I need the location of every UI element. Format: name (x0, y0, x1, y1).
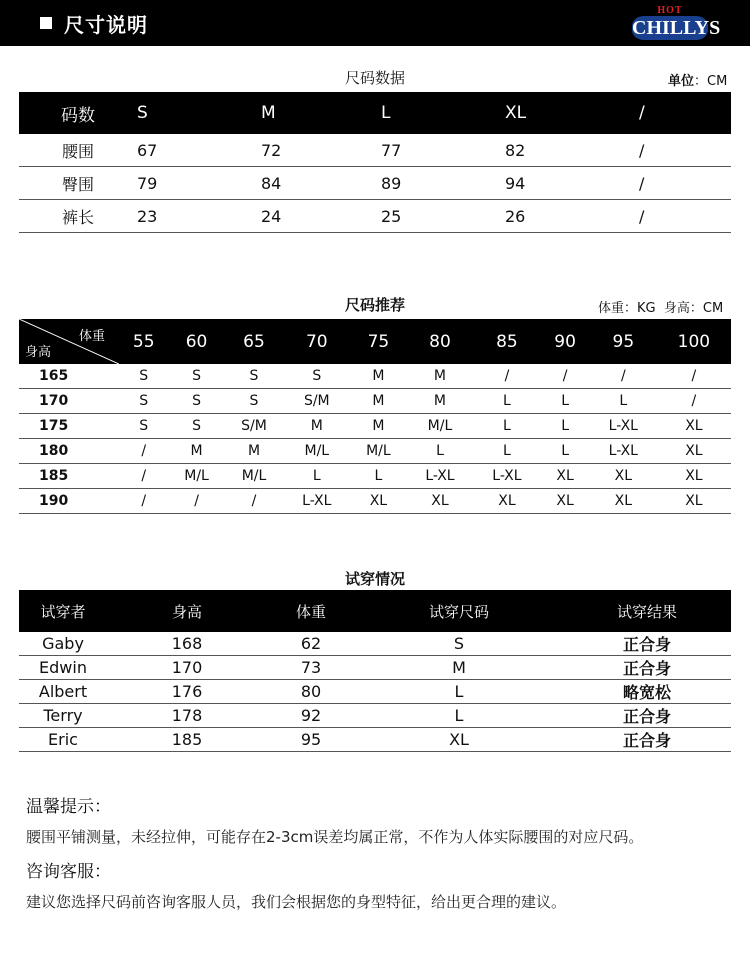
table-row (19, 632, 731, 656)
size-cell: XL (473, 489, 540, 514)
size-cell: M (350, 364, 406, 389)
table-header-row (19, 92, 731, 134)
square-bullet-icon (40, 17, 52, 29)
size-cell: M (407, 389, 474, 414)
size-cell: / (168, 489, 224, 514)
size-data-table (19, 92, 731, 233)
table-row (19, 167, 731, 200)
table-cell: 176 (107, 680, 267, 704)
size-cell: S (225, 389, 284, 414)
size-cell: / (119, 439, 168, 464)
size-cell: XL (657, 489, 731, 514)
corner-weight-label: 体重 (78, 329, 105, 344)
size-cell: L-XL (590, 414, 657, 439)
size-cell: / (119, 464, 168, 489)
header-cell: S (137, 92, 261, 134)
height-cell: 170 (19, 389, 119, 414)
height-cell: 175 (19, 414, 119, 439)
table-row (19, 704, 731, 728)
size-cell: S (168, 414, 224, 439)
tryon-table (19, 590, 731, 752)
size-cell: L (407, 439, 474, 464)
size-cell: L (540, 414, 589, 439)
size-cell: / (657, 389, 731, 414)
size-cell: S (119, 364, 168, 389)
weight-header-cell: 55 (119, 319, 168, 364)
size-cell: M (283, 414, 350, 439)
corner-cell (19, 319, 119, 364)
table-cell: 82 (505, 134, 639, 167)
weight-header-cell: 100 (657, 319, 731, 364)
service-heading: 咨询客服： (26, 862, 111, 882)
size-cell: M (350, 389, 406, 414)
tryon-title: 试穿情况 (344, 570, 405, 588)
size-cell: L (540, 439, 589, 464)
size-recommend-table (19, 319, 731, 514)
table-row (19, 656, 731, 680)
table-cell: / (639, 167, 731, 200)
table-row (19, 364, 731, 389)
size-cell: M/L (350, 439, 406, 464)
size-cell: S (225, 364, 284, 389)
table-cell: 185 (107, 728, 267, 752)
table-cell: 92 (267, 704, 355, 728)
table-cell: 25 (381, 200, 505, 233)
table-cell: 79 (137, 167, 261, 200)
size-cell: L (540, 389, 589, 414)
size-cell: S (168, 389, 224, 414)
table-cell: 94 (505, 167, 639, 200)
row-label: 臀围 (19, 167, 137, 200)
size-cell: L-XL (473, 464, 540, 489)
size-cell: M (168, 439, 224, 464)
size-cell: XL (657, 414, 731, 439)
size-cell: L-XL (407, 464, 474, 489)
table-cell: Albert (19, 680, 107, 704)
table-cell: / (639, 200, 731, 233)
fit-result-cell: 略宽松 (563, 680, 731, 704)
size-cell: S (119, 414, 168, 439)
height-cell: 180 (19, 439, 119, 464)
recommend-unit: 体重：KG 身高：CM (598, 301, 724, 316)
header-cell: / (639, 92, 731, 134)
table-cell: XL (355, 728, 563, 752)
size-data-unit: 单位：CM (668, 74, 728, 89)
size-cell: / (225, 489, 284, 514)
weight-header-cell: 85 (473, 319, 540, 364)
size-cell: XL (407, 489, 474, 514)
size-cell: XL (657, 439, 731, 464)
table-row (19, 134, 731, 167)
weight-header-cell: 90 (540, 319, 589, 364)
size-cell: L (473, 389, 540, 414)
table-row (19, 464, 731, 489)
size-cell: L (473, 439, 540, 464)
table-row (19, 389, 731, 414)
table-cell: Terry (19, 704, 107, 728)
weight-header-cell: 65 (225, 319, 284, 364)
size-cell: XL (350, 489, 406, 514)
size-cell: M/L (225, 464, 284, 489)
table-cell: 178 (107, 704, 267, 728)
table-cell: 62 (267, 632, 355, 656)
weight-header-cell: 60 (168, 319, 224, 364)
size-cell: / (590, 364, 657, 389)
size-cell: M (350, 414, 406, 439)
row-label: 裤长 (19, 200, 137, 233)
tips-text: 腰围平铺测量，未经拉伸，可能存在2-3cm误差均属正常，不作为人体实际腰围的对应尺码。 (26, 828, 644, 846)
table-cell: Edwin (19, 656, 107, 680)
table-cell: 73 (267, 656, 355, 680)
table-cell: 89 (381, 167, 505, 200)
size-cell: L (473, 414, 540, 439)
service-text: 建议您选择尺码前咨询客服人员，我们会根据您的身型特征，给出更合理的建议。 (26, 893, 567, 911)
table-cell: Gaby (19, 632, 107, 656)
table-cell: 67 (137, 134, 261, 167)
table-cell: 95 (267, 728, 355, 752)
size-cell: L (350, 464, 406, 489)
table-cell: 80 (267, 680, 355, 704)
table-row (19, 439, 731, 464)
table-cell: 84 (261, 167, 381, 200)
table-cell: S (355, 632, 563, 656)
header-cell: 试穿尺码 (355, 590, 563, 632)
size-cell: S/M (283, 389, 350, 414)
recommend-title: 尺码推荐 (344, 296, 405, 314)
size-cell: XL (540, 464, 589, 489)
weight-header-cell: 75 (350, 319, 406, 364)
logo-main-text: CHILLYS (632, 17, 721, 39)
table-row (19, 414, 731, 439)
size-cell: S/M (225, 414, 284, 439)
size-cell: M (407, 364, 474, 389)
table-cell: L (355, 704, 563, 728)
table-header-row (19, 590, 731, 632)
size-data-title: 尺码数据 (344, 69, 405, 87)
table-cell: L (355, 680, 563, 704)
size-cell: / (119, 489, 168, 514)
logo-top-text: HOT (657, 5, 683, 16)
section-header (0, 0, 750, 46)
size-cell: S (168, 364, 224, 389)
size-cell: XL (657, 464, 731, 489)
fit-result-cell: 正合身 (563, 656, 731, 680)
header-cell: 身高 (107, 590, 267, 632)
size-cell: S (283, 364, 350, 389)
size-cell: L-XL (283, 489, 350, 514)
size-cell: L-XL (590, 439, 657, 464)
table-cell: 24 (261, 200, 381, 233)
table-row (19, 728, 731, 752)
row-label: 腰围 (19, 134, 137, 167)
header-cell: 试穿者 (19, 590, 107, 632)
size-cell: M (225, 439, 284, 464)
size-cell: XL (590, 489, 657, 514)
fit-result-cell: 正合身 (563, 728, 731, 752)
weight-header-cell: 95 (590, 319, 657, 364)
weight-header-cell: 70 (283, 319, 350, 364)
height-cell: 165 (19, 364, 119, 389)
size-cell: M/L (407, 414, 474, 439)
header-cell: L (381, 92, 505, 134)
size-cell: / (473, 364, 540, 389)
height-cell: 190 (19, 489, 119, 514)
section-title: 尺寸说明 (64, 13, 148, 37)
header-cell: 体重 (267, 590, 355, 632)
size-cell: XL (590, 464, 657, 489)
size-cell: L (590, 389, 657, 414)
size-cell: L (283, 464, 350, 489)
table-cell: Eric (19, 728, 107, 752)
header-cell: 码数 (19, 92, 137, 134)
table-cell: M (355, 656, 563, 680)
table-cell: 170 (107, 656, 267, 680)
weight-header-cell: 80 (407, 319, 474, 364)
fit-result-cell: 正合身 (563, 632, 731, 656)
fit-result-cell: 正合身 (563, 704, 731, 728)
table-cell: 23 (137, 200, 261, 233)
height-cell: 185 (19, 464, 119, 489)
header-cell: 试穿结果 (563, 590, 731, 632)
tips-heading: 温馨提示： (26, 797, 111, 817)
size-cell: / (540, 364, 589, 389)
table-cell: 77 (381, 134, 505, 167)
size-cell: M/L (168, 464, 224, 489)
header-cell: XL (505, 92, 639, 134)
size-cell: XL (540, 489, 589, 514)
size-cell: / (657, 364, 731, 389)
table-row (19, 200, 731, 233)
table-row (19, 680, 731, 704)
table-row (19, 489, 731, 514)
table-cell: 26 (505, 200, 639, 233)
size-cell: M/L (283, 439, 350, 464)
table-header-row (19, 319, 731, 364)
header-cell: M (261, 92, 381, 134)
size-cell: S (119, 389, 168, 414)
table-cell: 168 (107, 632, 267, 656)
corner-height-label: 身高 (25, 345, 52, 360)
brand-logo (632, 5, 721, 43)
table-cell: 72 (261, 134, 381, 167)
table-cell: / (639, 134, 731, 167)
